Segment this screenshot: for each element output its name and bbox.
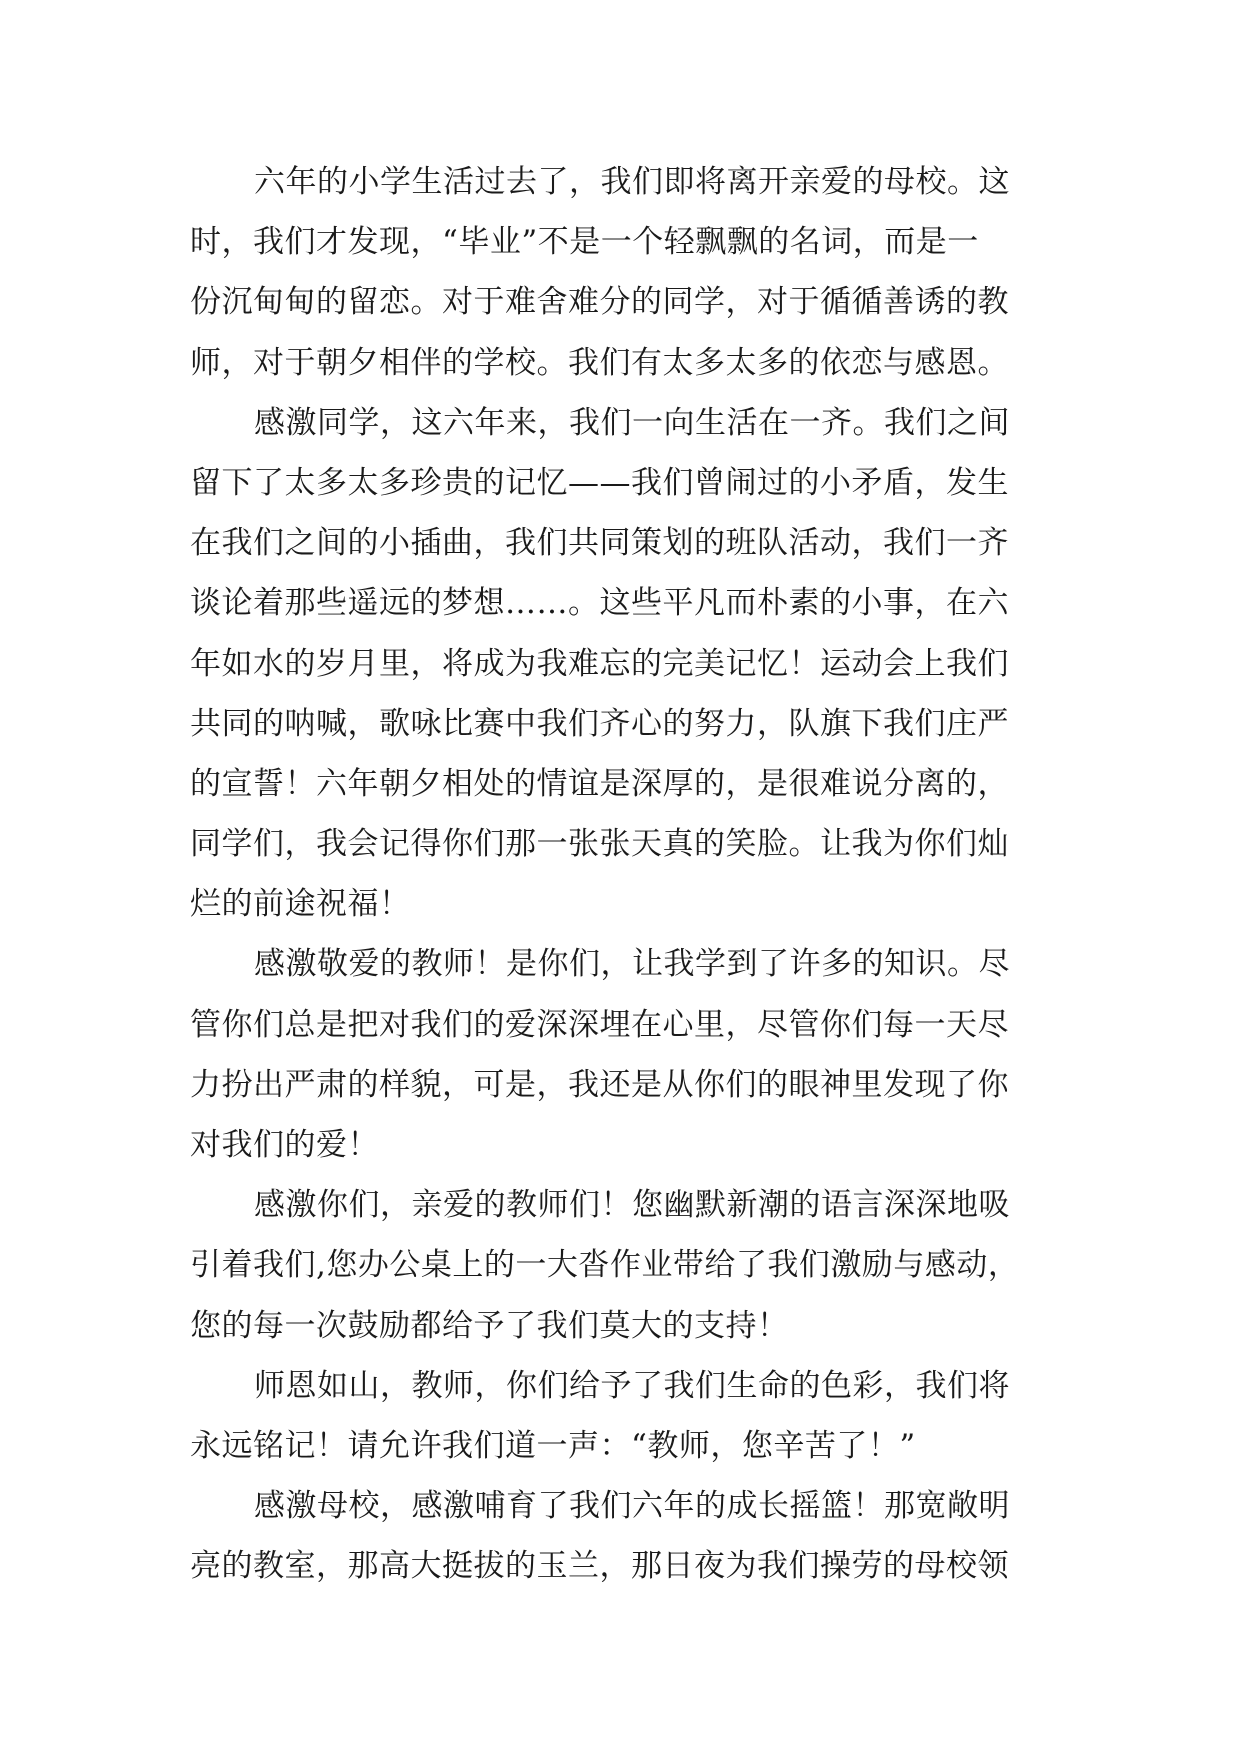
- text-line: 年如水的岁月里，将成为我难忘的完美记忆！运动会上我们: [190, 645, 1009, 682]
- text-line: 您的每一次鼓励都给予了我们莫大的支持！: [190, 1307, 789, 1344]
- text-line: 的宣誓！六年朝夕相处的情谊是深厚的，是很难说分离的，: [190, 765, 1009, 802]
- text-line: 对我们的爱！: [190, 1127, 379, 1163]
- text-line: 亮的教室，那高大挺拔的玉兰，那日夜为我们操劳的母校领: [190, 1548, 1009, 1585]
- text-line: 师，对于朝夕相伴的学校。我们有太多太多的依恋与感恩。: [190, 344, 1009, 381]
- text-line: 共同的呐喊，歌咏比赛中我们齐心的努力，队旗下我们庄严: [190, 705, 1009, 742]
- text-line: 在我们之间的小插曲，我们共同策划的班队活动，我们一齐: [190, 525, 1009, 562]
- text-line: 留下了太多太多珍贵的记忆——我们曾闹过的小矛盾，发生: [190, 464, 1009, 501]
- text-line: 感激你们，亲爱的教师们！您幽默新潮的语言深深地吸: [254, 1187, 1010, 1224]
- body-text: [190, 152, 1070, 1597]
- text-line: 师恩如山，教师，你们给予了我们生命的色彩，我们将: [254, 1367, 1010, 1404]
- text-line: 永远铭记！请允许我们道一声：“教师，您辛苦了！”: [190, 1427, 916, 1464]
- text-line: 同学们，我会记得你们那一张张天真的笑脸。让我为你们灿: [190, 826, 1009, 863]
- text-line: 感激敬爱的教师！是你们，让我学到了许多的知识。尽: [254, 946, 1010, 983]
- text-line: 引着我们,您办公桌上的一大沓作业带给了我们激励与感动，: [190, 1247, 1020, 1284]
- text-line: 时，我们才发现，“毕业”不是一个轻飘飘的名词，而是一: [190, 224, 979, 261]
- text-line: 谈论着那些遥远的梦想……。这些平凡而朴素的小事，在六: [190, 585, 1009, 622]
- text-line: 管你们总是把对我们的爱深深埋在心里，尽管你们每一天尽: [190, 1006, 1009, 1043]
- text-line: 感激同学，这六年来，我们一向生活在一齐。我们之间: [254, 404, 1010, 441]
- text-line: 份沉甸甸的留恋。对于难舍难分的同学，对于循循善诱的教: [190, 284, 1009, 321]
- text-line: 感激母校，感激哺育了我们六年的成长摇篮！那宽敞明: [254, 1488, 1010, 1525]
- text-line: 力扮出严肃的样貌，可是，我还是从你们的眼神里发现了你: [190, 1066, 1009, 1103]
- text-line: 六年的小学生活过去了，我们即将离开亲爱的母校。这: [254, 164, 1010, 200]
- text-line: 烂的前途祝福！: [190, 886, 411, 923]
